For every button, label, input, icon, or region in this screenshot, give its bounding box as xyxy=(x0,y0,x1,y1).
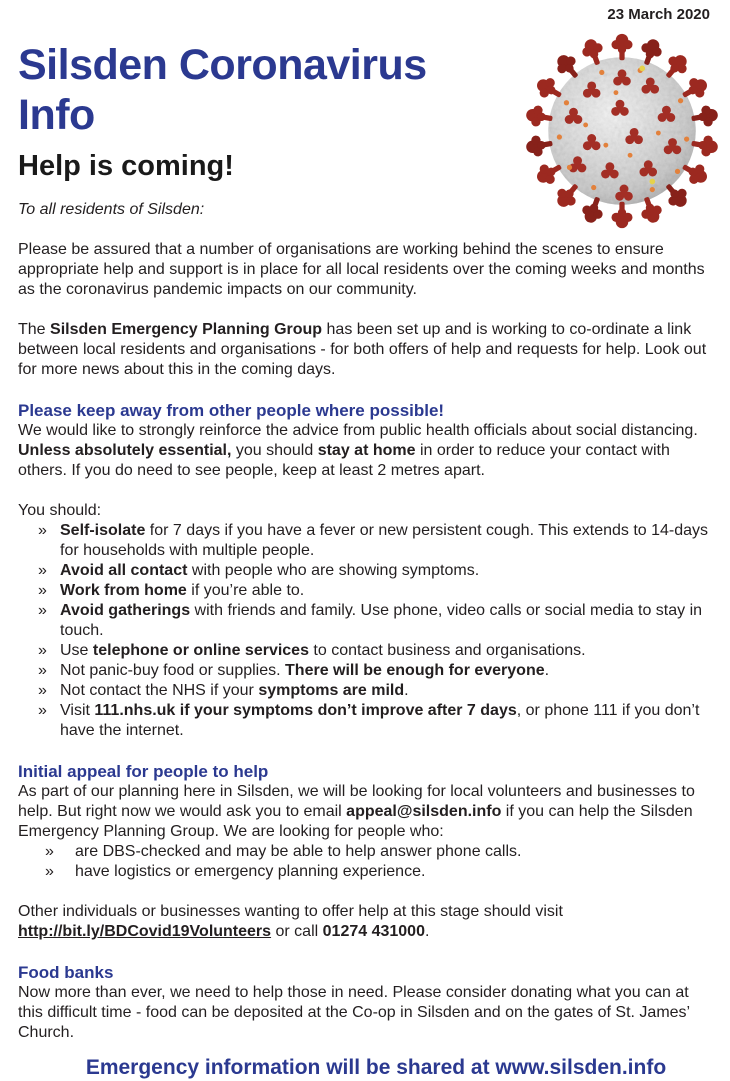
text-run: Now more than ever, we need to help those in need. Please consider donating what you can at this difficult time - food can be deposited at the Co-op in Silsden and on the gates of St. James’ Church. xyxy=(18,984,690,1041)
text-run: Use xyxy=(60,642,93,659)
bullet-marker: » xyxy=(45,843,54,860)
text-run: with people who are showing symptoms. xyxy=(187,562,480,579)
list-item-text xyxy=(60,662,549,679)
text-run: are DBS-checked and may be able to help answer phone calls. xyxy=(75,843,522,860)
bullet-marker: » xyxy=(38,602,47,619)
text-run: Avoid gatherings xyxy=(60,602,191,619)
page-subtitle: Help is coming! xyxy=(18,150,234,182)
you-should-list xyxy=(18,521,710,741)
list-item xyxy=(38,601,710,641)
bullet-marker: » xyxy=(38,702,47,719)
list-item-text xyxy=(60,582,304,599)
appeal-paragraph xyxy=(18,782,710,842)
text-run: Not contact the NHS if your xyxy=(60,682,259,699)
text-run: Avoid all contact xyxy=(60,562,188,579)
salutation: To all residents of Silsden: xyxy=(18,201,205,218)
bullet-marker: » xyxy=(38,662,47,679)
list-item-text xyxy=(75,863,425,880)
text-run: Other individuals or businesses wanting to offer help at this stage should visit xyxy=(18,903,563,920)
list-item xyxy=(38,641,710,661)
list-item-text xyxy=(75,843,521,860)
document-date: 23 March 2020 xyxy=(607,6,710,23)
bullet-marker: » xyxy=(38,682,47,699)
text-run: in order to reduce your contact with others. If you do need to see people, keep at least 2 metres apart. xyxy=(18,442,670,479)
bullet-marker: » xyxy=(38,582,47,599)
text-run: Please be assured that a number of organisations are working behind the scenes to ensure appropriate help and support is in place for all local residents over the coming weeks and months as the coronavirus pandemic impacts on our community. xyxy=(18,241,705,298)
text-run: . xyxy=(544,662,550,679)
section-heading-food-banks: Food banks xyxy=(18,963,114,982)
list-item xyxy=(38,681,710,701)
list-item xyxy=(38,701,710,741)
food-banks-paragraph xyxy=(18,983,710,1043)
list-item xyxy=(45,842,710,862)
text-run: or call xyxy=(271,923,323,940)
section-heading-distancing: Please keep away from other people where possible! xyxy=(18,401,445,420)
text-run: . xyxy=(424,923,430,940)
bullet-marker: » xyxy=(38,562,47,579)
list-item-text xyxy=(60,562,479,579)
distancing-paragraph xyxy=(18,421,710,481)
phone-number: 01274 431000 xyxy=(322,923,425,940)
text-run: for 7 days if you have a fever or new persistent cough. This extends to 14-days for households with multiple people. xyxy=(60,522,709,559)
bullet-marker: » xyxy=(38,522,47,539)
text-run: Visit xyxy=(60,702,95,719)
volunteers-link[interactable]: http://bit.ly/BDCovid19Volunteers xyxy=(18,923,272,940)
list-item xyxy=(38,661,710,681)
appeal-email: appeal@silsden.info xyxy=(346,803,502,820)
text-run: We would like to strongly reinforce the advice from public health officials about social distancing. xyxy=(18,422,698,439)
bullet-marker: » xyxy=(38,642,47,659)
list-intro: You should: xyxy=(18,502,102,519)
intro-paragraph-2 xyxy=(18,320,710,380)
text-run: , or phone 111 if you don’t have the internet. xyxy=(60,702,700,739)
text-run: 111.nhs.uk if your symptoms don’t improve after 7 days xyxy=(94,702,517,719)
text-run: As part of our planning here in Silsden, we will be looking for local volunteers and businesses to help. But right now we would ask you to email xyxy=(18,783,695,820)
text-run: to contact business and organisations. xyxy=(308,642,586,659)
appeal-list xyxy=(18,842,710,882)
text-run: . xyxy=(404,682,409,699)
list-item xyxy=(45,862,710,882)
text-run: has been set up and is working to co-ordinate a link between local residents and organisations - for both offers of help and requests for help. Look out for more news about this in the coming days. xyxy=(18,321,707,378)
text-run: telephone or online services xyxy=(92,642,309,659)
list-item-text xyxy=(60,522,708,559)
text-run: if you’re able to. xyxy=(186,582,305,599)
list-item-text xyxy=(60,702,699,739)
text-run: you should xyxy=(231,442,318,459)
list-item xyxy=(38,521,710,561)
text-run: with friends and family. Use phone, video calls or social media to stay in touch. xyxy=(60,602,703,639)
text-run: have logistics or emergency planning experience. xyxy=(75,863,426,880)
text-run: Silsden Emergency Planning Group xyxy=(50,321,323,338)
text-run: Unless absolutely essential, xyxy=(18,442,232,459)
coronavirus-image xyxy=(516,30,728,232)
other-help-paragraph xyxy=(18,902,710,942)
bullet-marker: » xyxy=(45,863,54,880)
text-run: Work from home xyxy=(60,582,187,599)
intro-paragraph-1 xyxy=(18,240,710,300)
footer-banner: Emergency information will be shared at www.silsden.info xyxy=(85,1056,667,1079)
text-run: Self-isolate xyxy=(60,522,146,539)
section-heading-appeal: Initial appeal for people to help xyxy=(18,762,269,781)
text-run: There will be enough for everyone xyxy=(285,662,545,679)
text-run: stay at home xyxy=(317,442,416,459)
list-item-text xyxy=(60,642,586,659)
list-item-text xyxy=(60,682,409,699)
list-item xyxy=(38,561,710,581)
text-run: if you can help the Silsden Emergency Planning Group. We are looking for people who: xyxy=(18,803,693,840)
text-run: symptoms are mild xyxy=(258,682,405,699)
page-title: Silsden Coronavirus Info xyxy=(18,41,427,139)
list-item-text xyxy=(60,602,702,639)
text-run: The xyxy=(18,321,51,338)
text-run: Not panic-buy food or supplies. xyxy=(60,662,286,679)
list-item xyxy=(38,581,710,601)
